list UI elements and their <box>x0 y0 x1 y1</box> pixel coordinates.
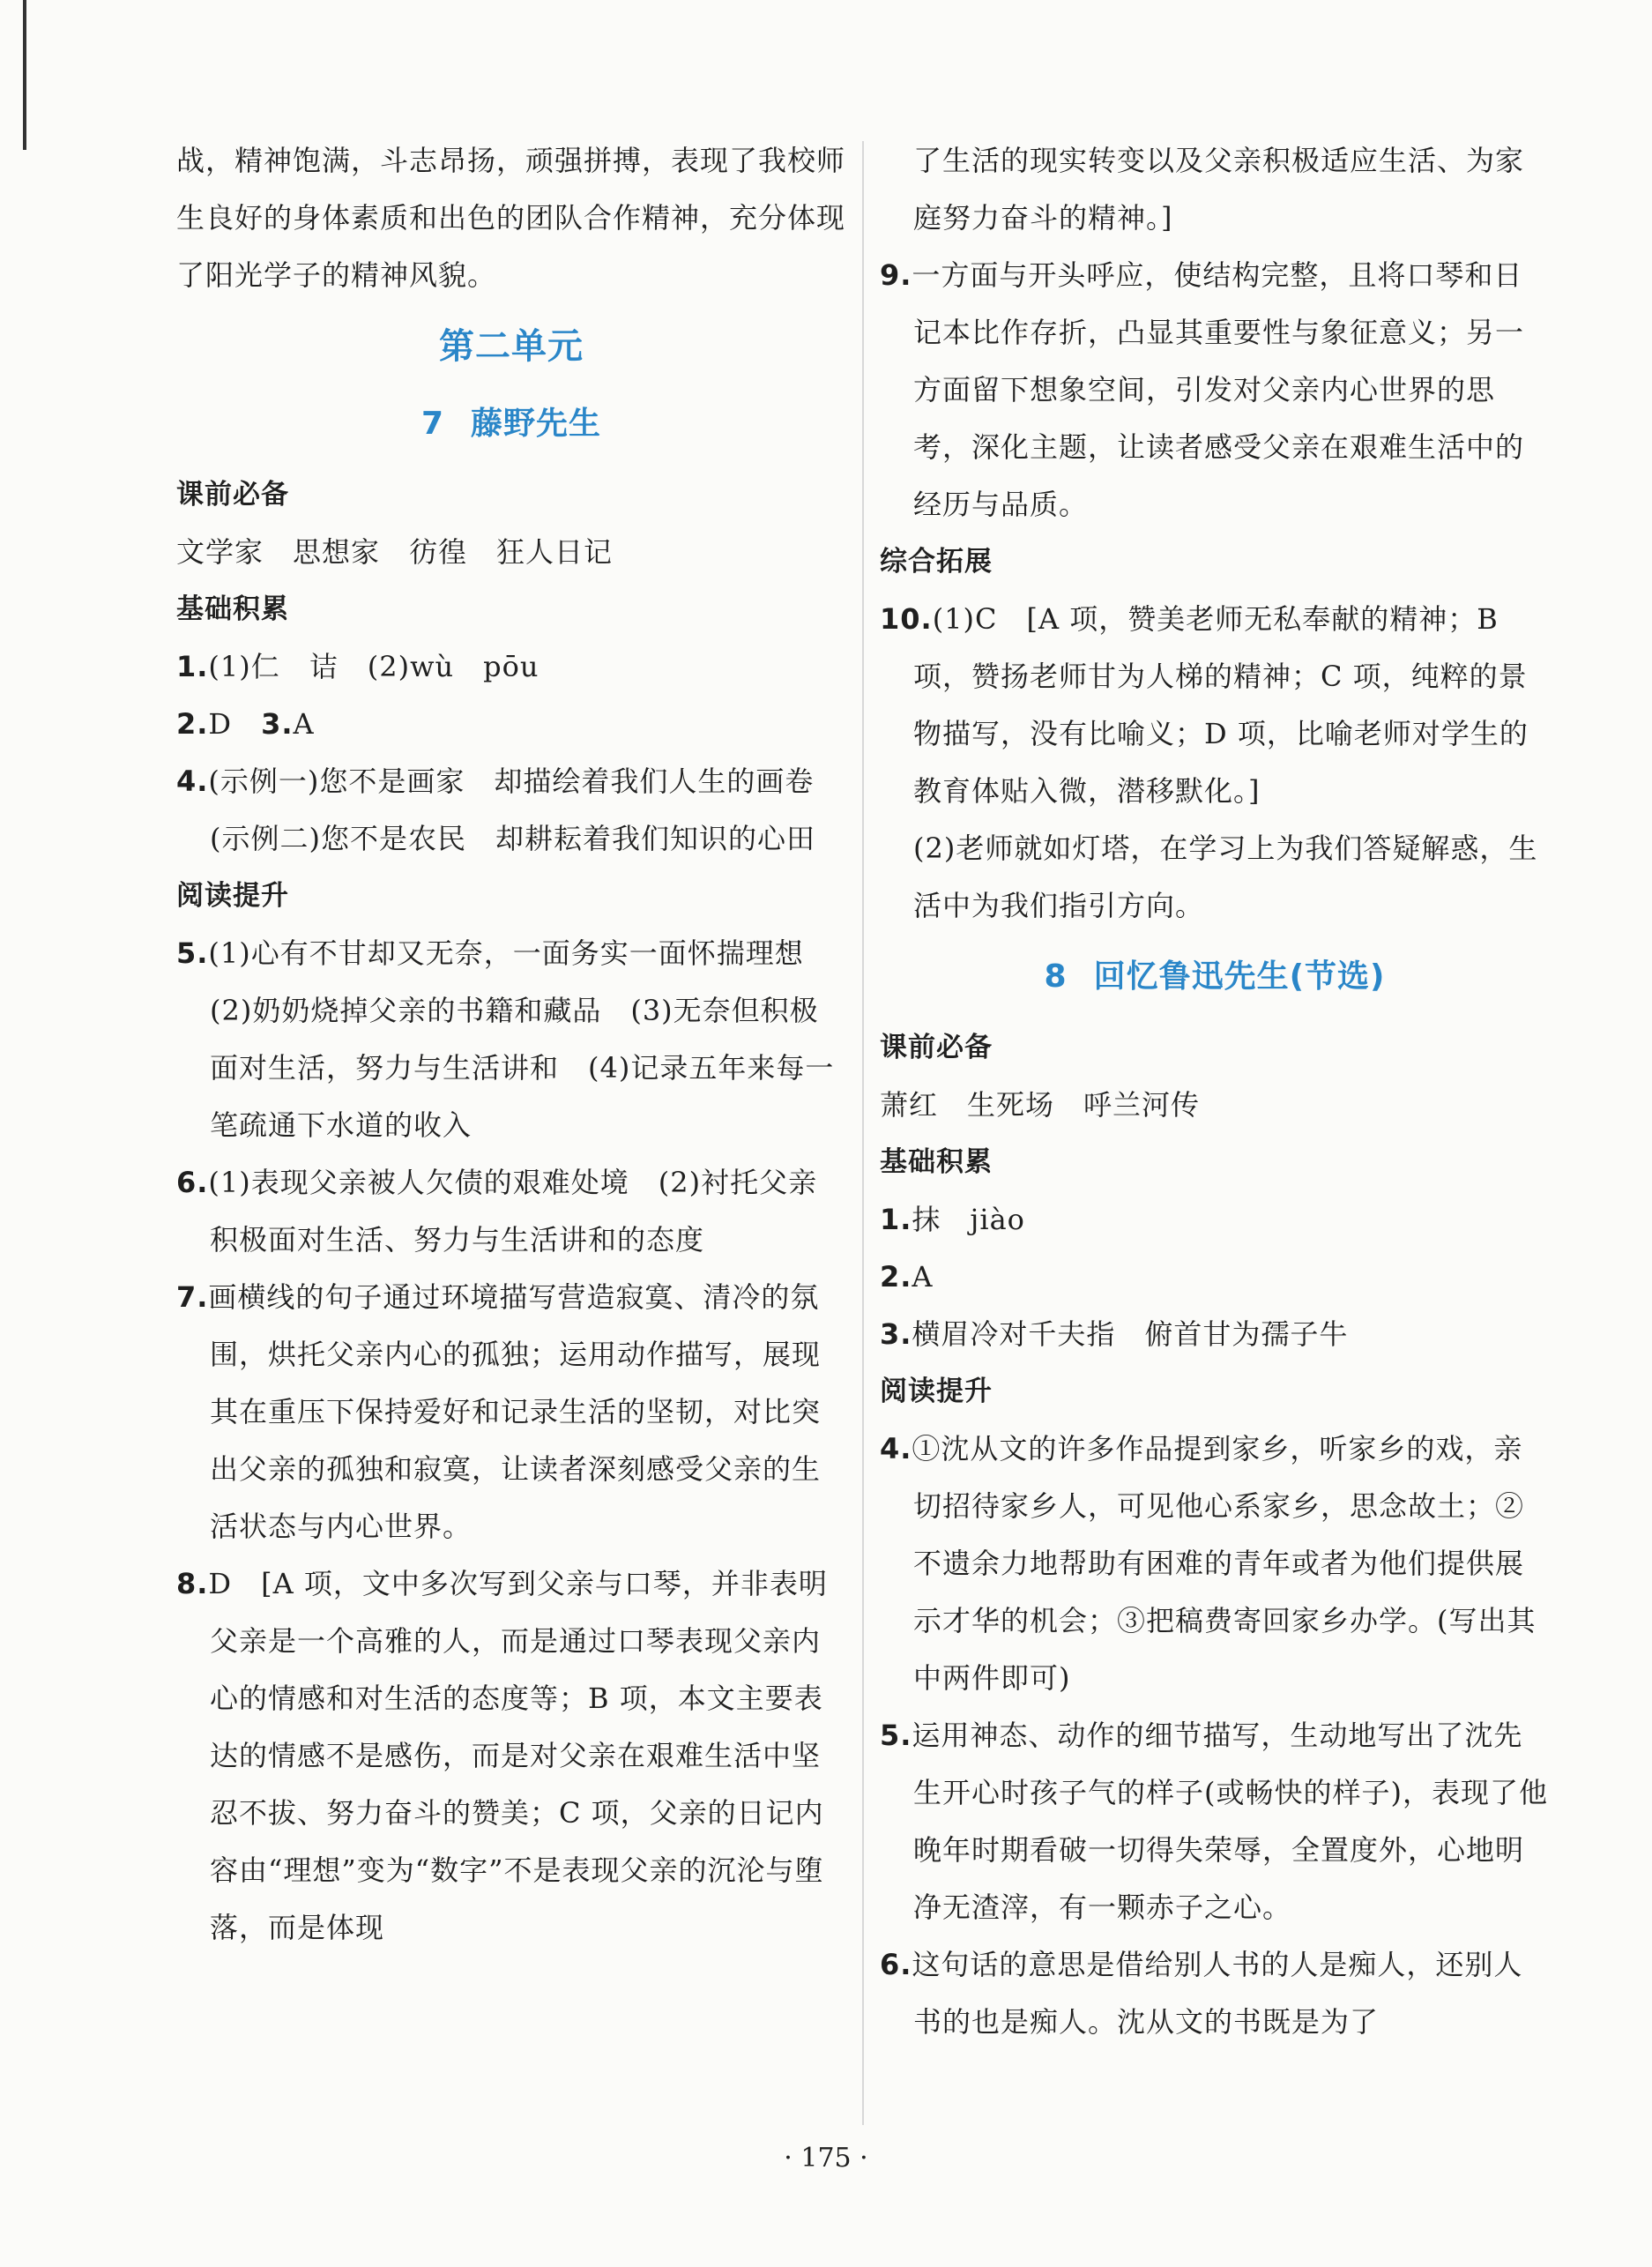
lesson-8-heading <box>880 935 1550 1019</box>
unit-title: 第二单元 <box>439 326 584 367</box>
item-text: ①沈从文的许多作品提到家乡，听家乡的戏，亲切招待家乡人，可见他心系家乡，思念故土；②不遗余力地帮助有困难的青年或者为他们提供展示才华的机会；③把稿费寄回家乡办学。(写出其中两件即可) <box>912 1432 1537 1695</box>
item-text: 画横线的句子通过环境描写营造寂寞、清冷的氛围，烘托父亲内心的孤独；运用动作描写，展现其在重压下保持爱好和记录生活的坚韧，对比突出父亲的孤独和寂寞，让读者深刻感受父亲的生活状态与内心世界。 <box>208 1280 822 1543</box>
answer-item <box>880 1707 1550 1936</box>
section-text: 文学家 思想家 彷徨 狂人日记 <box>176 535 614 569</box>
section-heading: 基础积累 <box>880 1146 993 1178</box>
intro-paragraph: 战，精神饱满，斗志昂扬，顽强拼搏，表现了我校师生良好的身体素质和出色的团队合作精神，充分体现了阳光学子的精神风貌。 <box>176 144 846 292</box>
lesson-8-title: 回忆鲁迅先生(节选) <box>1093 958 1386 995</box>
answer-subitem: (2)老师就如灯塔，在学习上为我们答疑解惑，生活中为我们指引方向。 <box>913 831 1538 922</box>
answer-item <box>880 247 1550 533</box>
item-number: 5. <box>176 936 209 970</box>
answer-item <box>880 591 1550 820</box>
item-text: (1)心有不甘却又无奈，一面务实一面怀揣理想 (2)奶奶烧掉父亲的书籍和藏品 (3)无奈但积极面对生活，努力与生活讲和 (4)记录五年来每一笔疏通下水道的收入 <box>208 936 835 1142</box>
left-column <box>176 132 846 1957</box>
item-number: 2. <box>176 707 209 741</box>
section-heading: 综合拓展 <box>880 546 993 578</box>
column-divider <box>862 141 864 2125</box>
answer-item <box>176 1154 846 1269</box>
answer-item <box>176 696 846 753</box>
item-text: 横眉冷对千夫指 俯首甘为孺子牛 <box>912 1317 1349 1351</box>
item-number: 4. <box>880 1432 912 1465</box>
section-heading: 阅读提升 <box>176 880 289 912</box>
item-text: 运用神态、动作的细节描写，生动地写出了沈先生开心时孩子气的样子(或畅快的样子)，表现了他晚年时期看破一切得失荣辱，全置度外，心地明净无渣滓，有一颗赤子之心。 <box>912 1719 1548 1924</box>
item-number: 9. <box>880 258 912 292</box>
lesson-7-title: 藤野先生 <box>471 406 602 442</box>
item-number: 3. <box>261 707 294 741</box>
answer-item <box>176 925 846 1154</box>
section-heading: 基础积累 <box>176 593 289 625</box>
item-text: D [A 项，文中多次写到父亲与口琴，并非表明父亲是一个高雅的人，而是通过口琴表现父亲内心的情感和对生活的态度等；B 项，本文主要表达的情感不是感伤，而是对父亲在艰难生活中坚忍不拔、努力奋斗的赞美；C 项，父亲的日记内容由“理想”变为“数字”不是表现父亲的沉沦与堕落，而是体现 <box>208 1567 828 1944</box>
page-number: · 175 · <box>784 2143 868 2174</box>
answer-item <box>880 1421 1550 1707</box>
section-text: 萧红 生死场 呼兰河传 <box>880 1088 1201 1122</box>
right-column <box>880 132 1550 2051</box>
item-number: 5. <box>880 1719 912 1752</box>
item-text: (1)仁 诘 (2)wù pōu <box>208 650 540 683</box>
item-text: A <box>912 1260 934 1294</box>
section-heading: 课前必备 <box>880 1032 993 1063</box>
item-text: (示例一)您不是画家 却描绘着我们人生的画卷 (示例二)您不是农民 却耕耘着我们知识的心田 <box>208 764 844 855</box>
section-heading: 阅读提升 <box>880 1376 993 1407</box>
answer-item <box>880 1306 1550 1363</box>
answer-item <box>176 638 846 696</box>
answer-item <box>176 753 846 868</box>
item-number: 1. <box>880 1203 912 1236</box>
item-number: 8. <box>176 1567 209 1600</box>
item-text: (1)C [A 项，赞美老师无私奉献的精神；B 项，赞扬老师甘为人梯的精神；C 项，纯粹的景物描写，没有比喻义；D 项，比喻老师对学生的教育体贴入微，潜移默化。] <box>913 602 1529 808</box>
item-text: 抹 jiào <box>912 1203 1025 1236</box>
item-number: 3. <box>880 1317 912 1351</box>
item-number: 2. <box>880 1260 912 1294</box>
item-number: 6. <box>880 1948 912 1981</box>
item-number: 10. <box>880 602 933 636</box>
page-edge-line <box>23 0 26 150</box>
item-number: 4. <box>176 764 209 798</box>
item-number: 7. <box>176 1280 209 1314</box>
answer-item <box>880 1936 1550 2051</box>
item-number: 1. <box>176 650 209 683</box>
lesson-7-number: 7 <box>420 406 445 442</box>
lesson-7-heading <box>176 382 846 466</box>
section-heading: 课前必备 <box>176 479 289 511</box>
item-text: 一方面与开头呼应，使结构完整，且将口琴和日记本比作存折，凸显其重要性与象征意义；另一方面留下想象空间，引发对父亲内心世界的思考，深化主题，让读者感受父亲在艰难生活中的经历与品质。 <box>912 258 1525 521</box>
answer-item <box>176 1555 846 1957</box>
answer-item <box>176 1269 846 1555</box>
lesson-8-number: 8 <box>1044 958 1068 995</box>
answer-continuation: 了生活的现实转变以及父亲积极适应生活、为家庭努力奋斗的精神。] <box>913 144 1525 235</box>
item-number: 6. <box>176 1166 209 1199</box>
item-text: (1)表现父亲被人欠债的艰难处境 (2)衬托父亲积极面对生活、努力与生活讲和的态度 <box>208 1166 818 1257</box>
item-text: D <box>208 707 233 741</box>
item-text: 这句话的意思是借给别人书的人是痴人，还别人书的也是痴人。沈从文的书既是为了 <box>912 1948 1523 2039</box>
answer-item <box>880 1249 1550 1306</box>
item-text: A <box>293 707 315 741</box>
answer-item <box>880 1191 1550 1249</box>
